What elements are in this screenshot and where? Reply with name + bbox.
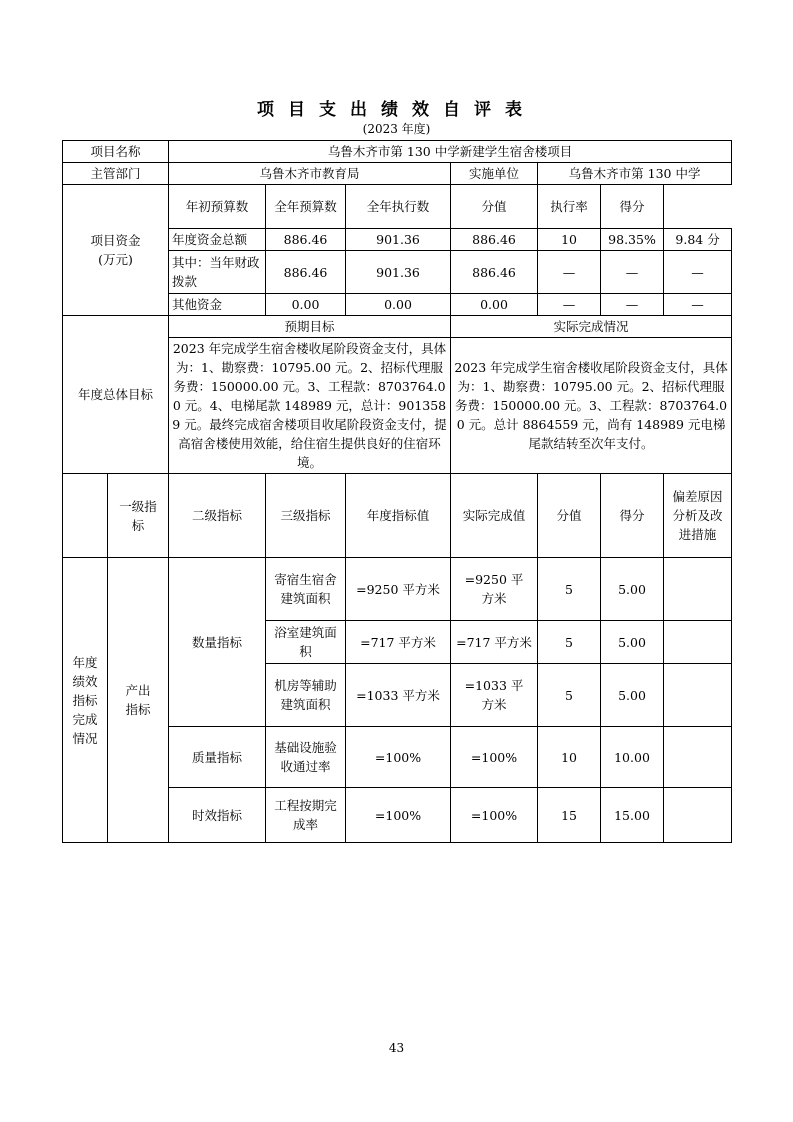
funds-score-value: 10 bbox=[538, 229, 601, 251]
actual-header: 实际完成值 bbox=[451, 474, 538, 558]
funds-row-label: 其他资金 bbox=[169, 294, 266, 316]
funds-score: — bbox=[664, 251, 732, 294]
deviation bbox=[664, 788, 732, 843]
funds-score-value: — bbox=[538, 251, 601, 294]
funds-score: 9.84 分 bbox=[664, 229, 732, 251]
target-value: =9250 平方米 bbox=[346, 558, 451, 621]
deviation-header: 偏差原因分析及改进措施 bbox=[664, 474, 732, 558]
score: 5.00 bbox=[601, 558, 664, 621]
department-label: 主管部门 bbox=[63, 163, 169, 185]
project-name: 乌鲁木齐市第 130 中学新建学生宿舍楼项目 bbox=[169, 141, 732, 163]
funds-header-rate: 执行率 bbox=[538, 185, 601, 229]
actual-result-text: 2023 年完成学生宿舍楼收尾阶段资金支付，具体为：1、勘察费：10795.00 元。2、招标代理服务费：150000.00 元。3、工程款：8703764.00 元。总计 8864559 元，尚有 148989 元电梯尾款结转至次年支付。 bbox=[451, 338, 732, 474]
funds-row-label: 年度资金总额 bbox=[169, 229, 266, 251]
funds-initial: 886.46 bbox=[266, 229, 346, 251]
score: 15.00 bbox=[601, 788, 664, 843]
page-number: 43 bbox=[388, 1041, 405, 1055]
actual-value: =717 平方米 bbox=[451, 621, 538, 664]
target-value: =717 平方米 bbox=[346, 621, 451, 664]
actual-value: =100% bbox=[451, 727, 538, 788]
actual-value: =9250 平方米 bbox=[451, 558, 538, 621]
score-value: 10 bbox=[538, 727, 601, 788]
level2-quantity: 数量指标 bbox=[169, 558, 266, 727]
funds-header-score-value: 分值 bbox=[451, 185, 538, 229]
target-header: 年度指标值 bbox=[346, 474, 451, 558]
score-value: 5 bbox=[538, 558, 601, 621]
funds-executed: 886.46 bbox=[451, 229, 538, 251]
report-year: (2023 年度) bbox=[362, 122, 431, 136]
funds-executed: 886.46 bbox=[451, 251, 538, 294]
score-header: 得分 bbox=[601, 474, 664, 558]
score: 5.00 bbox=[601, 664, 664, 727]
deviation bbox=[664, 558, 732, 621]
indicator-row bbox=[63, 558, 732, 621]
actual-value: =100% bbox=[451, 788, 538, 843]
funds-annual: 0.00 bbox=[346, 294, 451, 316]
funds-header-row bbox=[63, 185, 732, 229]
funds-annual: 901.36 bbox=[346, 251, 451, 294]
funds-score: — bbox=[664, 294, 732, 316]
expected-goal-text: 2023 年完成学生宿舍楼收尾阶段资金支付，具体为：1、勘察费：10795.00 元。2、招标代理服务费：150000.00 元。3、工程款：8703764.00 元。4、电梯尾款 148989 元，总计：9013589 元。最终完成宿舍楼项目收尾阶段资金支付，提高宿舍楼使用效能，给住宿生提供良好的住宿环境。 bbox=[169, 338, 451, 474]
deviation bbox=[664, 621, 732, 664]
project-name-row bbox=[63, 141, 732, 163]
goals-header-row bbox=[63, 316, 732, 338]
deviation bbox=[664, 664, 732, 727]
funds-rate: — bbox=[601, 294, 664, 316]
indicators-header-row bbox=[63, 474, 732, 558]
target-value: =1033 平方米 bbox=[346, 664, 451, 727]
funds-header-executed: 全年执行数 bbox=[346, 185, 451, 229]
score-value: 15 bbox=[538, 788, 601, 843]
score: 10.00 bbox=[601, 727, 664, 788]
funds-header-score: 得分 bbox=[601, 185, 664, 229]
level3-header: 三级指标 bbox=[266, 474, 346, 558]
indicators-section-label: 年度绩效指标完成情况 bbox=[63, 558, 108, 843]
score: 5.00 bbox=[601, 621, 664, 664]
level3-name: 工程按期完成率 bbox=[266, 788, 346, 843]
level3-name: 浴室建筑面积 bbox=[266, 621, 346, 664]
performance-table bbox=[62, 140, 732, 843]
score-value: 5 bbox=[538, 664, 601, 727]
project-name-label: 项目名称 bbox=[63, 141, 169, 163]
expected-goal-header: 预期目标 bbox=[169, 316, 451, 338]
funds-annual: 901.36 bbox=[346, 229, 451, 251]
score-value: 5 bbox=[538, 621, 601, 664]
score-value-header: 分值 bbox=[538, 474, 601, 558]
implementing-unit-name: 乌鲁木齐市第 130 中学 bbox=[538, 163, 732, 185]
department-row bbox=[63, 163, 732, 185]
target-value: =100% bbox=[346, 727, 451, 788]
funds-header-annual: 全年预算数 bbox=[266, 185, 346, 229]
target-value: =100% bbox=[346, 788, 451, 843]
funds-rate: — bbox=[601, 251, 664, 294]
level1-header: 一级指标 bbox=[108, 474, 169, 558]
funds-header-initial: 年初预算数 bbox=[169, 185, 266, 229]
level3-name: 寄宿生宿舍建筑面积 bbox=[266, 558, 346, 621]
funds-rate: 98.35% bbox=[601, 229, 664, 251]
page-title: 项目支出绩效自评表 bbox=[257, 100, 536, 120]
indicators-header-blank bbox=[63, 474, 108, 558]
deviation bbox=[664, 727, 732, 788]
implementing-unit-label: 实施单位 bbox=[451, 163, 538, 185]
level2-quality: 质量指标 bbox=[169, 727, 266, 788]
goals-label: 年度总体目标 bbox=[63, 316, 169, 474]
level2-timeliness: 时效指标 bbox=[169, 788, 266, 843]
funds-score-value: — bbox=[538, 294, 601, 316]
actual-result-header: 实际完成情况 bbox=[451, 316, 732, 338]
funds-initial: 0.00 bbox=[266, 294, 346, 316]
level3-name: 机房等辅助建筑面积 bbox=[266, 664, 346, 727]
actual-value: =1033 平方米 bbox=[451, 664, 538, 727]
funds-initial: 886.46 bbox=[266, 251, 346, 294]
funds-row-label: 其中：当年财政拨款 bbox=[169, 251, 266, 294]
department-name: 乌鲁木齐市教育局 bbox=[169, 163, 451, 185]
level1-output: 产出指标 bbox=[108, 558, 169, 843]
funds-label: 项目资金 (万元) bbox=[63, 185, 169, 316]
funds-executed: 0.00 bbox=[451, 294, 538, 316]
level2-header: 二级指标 bbox=[169, 474, 266, 558]
level3-name: 基础设施验收通过率 bbox=[266, 727, 346, 788]
